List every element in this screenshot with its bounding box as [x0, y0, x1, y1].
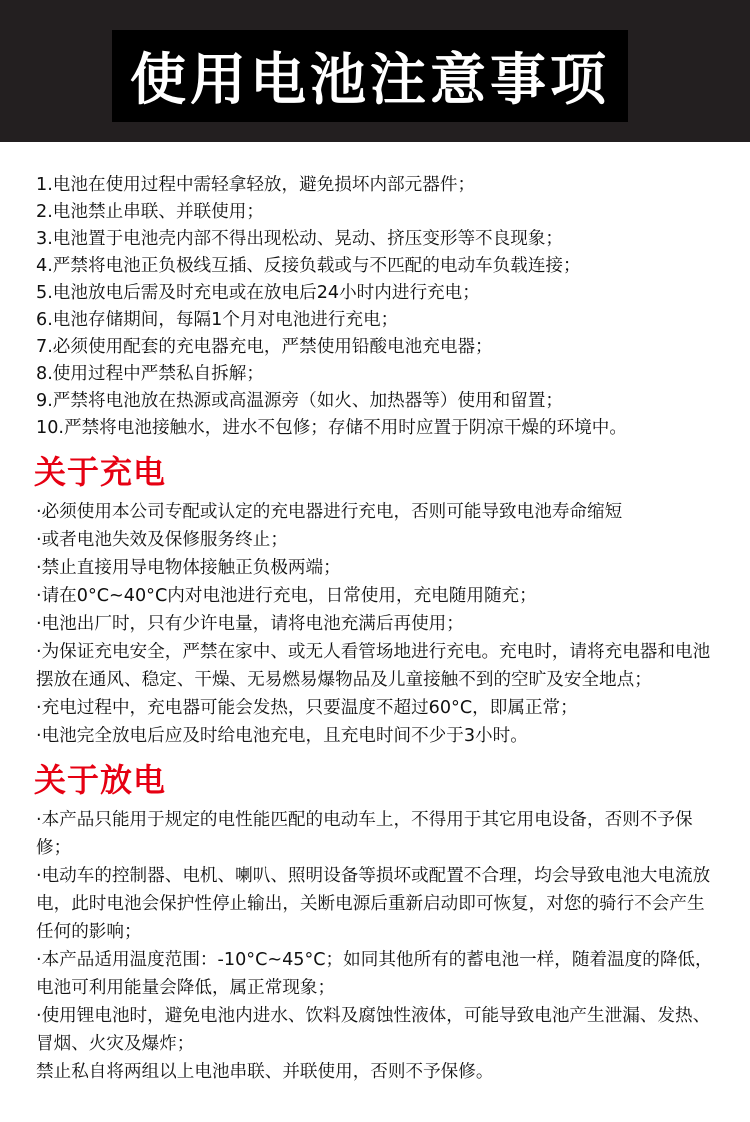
charging-item: ·电池出厂时，只有少许电量，请将电池充满后再使用；	[36, 614, 464, 634]
charging-heading: 关于充电	[34, 453, 167, 491]
discharging-item: ·本产品只能用于规定的电性能匹配的电动车上，不得用于其它用电设备，否则不予保修；	[36, 810, 693, 858]
rule-item: 10.严禁将电池接触水，进水不包修；存储不用时应置于阴凉干燥的环境中。	[36, 418, 627, 438]
discharging-item: 禁止私自将两组以上电池串联、并联使用，否则不予保修。	[36, 1062, 494, 1082]
charging-item: ·禁止直接用导电物体接触正负极两端；	[36, 558, 341, 578]
rule-item: 9.严禁将电池放在热源或高温源旁（如火、加热器等）使用和留置；	[36, 391, 564, 411]
charging-item: ·充电过程中，充电器可能会发热，只要温度不超过60°C，即属正常；	[36, 698, 578, 718]
rule-item: 8.使用过程中严禁私自拆解；	[36, 364, 264, 384]
discharging-item: ·本产品适用温度范围：-10°C~45°C；如同其他所有的蓄电池一样，随着温度的降低，电池可利用能量会降低，属正常现象；	[36, 950, 713, 998]
page-title: 使用电池注意事项	[130, 48, 610, 113]
header-banner	[0, 0, 750, 142]
rule-item: 6.电池存储期间，每隔1个月对电池进行充电；	[36, 310, 399, 330]
charging-item: ·必须使用本公司专配或认定的充电器进行充电，否则可能导致电池寿命缩短	[36, 502, 623, 522]
charging-list	[0, 498, 750, 750]
title-box	[112, 30, 628, 122]
charging-item: ·电池完全放电后应及时给电池充电，且充电时间不少于3小时。	[36, 726, 528, 746]
charging-item: ·为保证充电安全，严禁在家中、或无人看管场地进行充电。充电时，请将充电器和电池摆放在通风、稳定、干燥、无易燃易爆物品及儿童接触不到的空旷及安全地点；	[36, 642, 711, 690]
usage-rules-list	[0, 142, 750, 442]
content	[0, 142, 750, 1086]
discharging-list	[0, 806, 750, 1086]
discharging-heading: 关于放电	[34, 761, 167, 799]
rule-item: 5.电池放电后需及时充电或在放电后24小时内进行充电；	[36, 283, 480, 303]
rule-item: 7.必须使用配套的充电器充电，严禁使用铅酸电池充电器；	[36, 337, 493, 357]
charging-item: ·请在0°C~40°C内对电池进行充电，日常使用，充电随用随充；	[36, 586, 537, 606]
discharging-item: ·使用锂电池时，避免电池内进水、饮料及腐蚀性液体，可能导致电池产生泄漏、发热、冒烟、火灾及爆炸；	[36, 1006, 711, 1054]
charging-item: ·或者电池失效及保修服务终止；	[36, 530, 288, 550]
rule-item: 2.电池禁止串联、并联使用；	[36, 202, 264, 222]
rule-item: 1.电池在使用过程中需轻拿轻放，避免损坏内部元器件；	[36, 175, 476, 195]
discharging-item: ·电动车的控制器、电机、喇叭、照明设备等损坏或配置不合理，均会导致电池大电流放电，此时电池会保护性停止输出，关断电源后重新启动即可恢复，对您的骑行不会产生任何的影响；	[36, 866, 711, 942]
rule-item: 4.严禁将电池正负极线互插、反接负载或与不匹配的电动车负载连接；	[36, 256, 581, 276]
rule-item: 3.电池置于电池壳内部不得出现松动、晃动、挤压变形等不良现象；	[36, 229, 564, 249]
